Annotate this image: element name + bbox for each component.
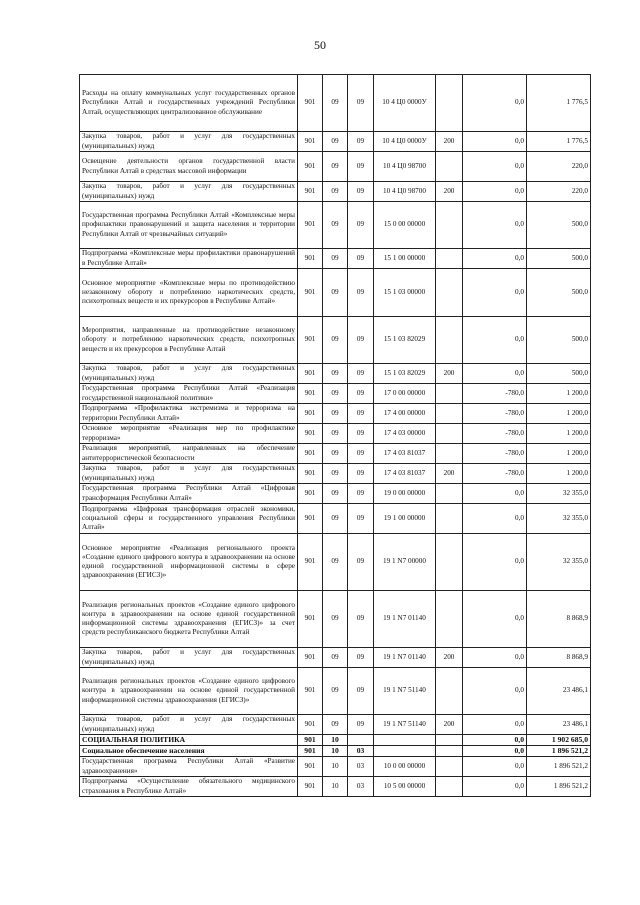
row-target-article: 19 1 N7 00000 xyxy=(374,534,436,591)
row-subsection: 09 xyxy=(348,364,374,384)
row-target-article: 19 1 N7 51140 xyxy=(374,668,436,715)
row-name: Государственная программа Республики Алтай «Комплексные меры профилактики правонарушений и защита населения и территории Республики Алтай от чрезвычайных ситуаций» xyxy=(80,202,298,249)
row-section: 09 xyxy=(323,648,348,668)
row-section: 09 xyxy=(323,668,348,715)
row-section: 09 xyxy=(323,444,348,464)
row-target-article xyxy=(374,746,436,757)
row-expense-type xyxy=(436,152,463,182)
row-grbs: 901 xyxy=(298,715,323,735)
row-section: 09 xyxy=(323,484,348,504)
row-change: -780,0 xyxy=(463,404,527,424)
row-total: 1 776,5 xyxy=(527,132,591,152)
row-name: Подпрограмма «Осуществление обязательного медицинского страхования в Республике Алтай» xyxy=(80,777,298,797)
row-expense-type xyxy=(436,484,463,504)
row-total: 1 776,5 xyxy=(527,75,591,132)
row-expense-type: 200 xyxy=(436,648,463,668)
row-target-article: 17 4 00 00000 xyxy=(374,404,436,424)
row-target-article: 15 1 00 00000 xyxy=(374,249,436,269)
row-name: Закупка товаров, работ и услуг для государственных (муниципальных) нужд xyxy=(80,648,298,668)
row-subsection: 09 xyxy=(348,202,374,249)
row-expense-type xyxy=(436,757,463,777)
row-change: 0,0 xyxy=(463,75,527,132)
row-grbs: 901 xyxy=(298,464,323,484)
row-expense-type: 200 xyxy=(436,132,463,152)
row-grbs: 901 xyxy=(298,504,323,534)
row-total: 1 200,0 xyxy=(527,384,591,404)
row-name: Закупка товаров, работ и услуг для государственных (муниципальных) нужд xyxy=(80,464,298,484)
row-expense-type: 200 xyxy=(436,364,463,384)
row-section: 09 xyxy=(323,424,348,444)
row-grbs: 901 xyxy=(298,202,323,249)
row-name: Государственная программа Республики Алтай «Развитие здравоохранения» xyxy=(80,757,298,777)
row-change: 0,0 xyxy=(463,364,527,384)
row-target-article: 19 0 00 00000 xyxy=(374,484,436,504)
row-target-article: 17 4 03 81037 xyxy=(374,444,436,464)
row-subsection: 03 xyxy=(348,777,374,797)
row-change: 0,0 xyxy=(463,152,527,182)
table-row xyxy=(80,202,591,249)
row-section: 10 xyxy=(323,746,348,757)
row-name: Основное мероприятие «Реализация мер по профилактике терроризма» xyxy=(80,424,298,444)
table-body xyxy=(80,75,591,797)
row-total: 1 200,0 xyxy=(527,424,591,444)
row-subsection: 09 xyxy=(348,269,374,317)
row-grbs: 901 xyxy=(298,746,323,757)
row-subsection: 09 xyxy=(348,404,374,424)
row-total: 8 868,9 xyxy=(527,648,591,668)
table-row xyxy=(80,735,591,746)
row-change: 0,0 xyxy=(463,534,527,591)
table-row xyxy=(80,648,591,668)
row-expense-type: 200 xyxy=(436,182,463,202)
row-grbs: 901 xyxy=(298,249,323,269)
table-row xyxy=(80,317,591,364)
row-total: 220,0 xyxy=(527,182,591,202)
row-target-article: 19 1 00 00000 xyxy=(374,504,436,534)
table-row xyxy=(80,534,591,591)
row-total: 1 896 521,2 xyxy=(527,777,591,797)
table-row xyxy=(80,404,591,424)
row-expense-type xyxy=(436,735,463,746)
row-name: Подпрограмма «Цифровая трансформация отраслей экономики, социальной сферы и государственного управления Республики Алтай» xyxy=(80,504,298,534)
row-expense-type xyxy=(436,202,463,249)
row-total: 500,0 xyxy=(527,249,591,269)
row-grbs: 901 xyxy=(298,648,323,668)
row-section: 09 xyxy=(323,404,348,424)
table-row xyxy=(80,364,591,384)
row-total: 500,0 xyxy=(527,269,591,317)
row-total: 1 902 685,0 xyxy=(527,735,591,746)
row-grbs: 901 xyxy=(298,269,323,317)
row-change: 0,0 xyxy=(463,735,527,746)
row-subsection: 09 xyxy=(348,534,374,591)
row-grbs: 901 xyxy=(298,132,323,152)
row-change: -780,0 xyxy=(463,444,527,464)
table-row xyxy=(80,464,591,484)
row-expense-type xyxy=(436,746,463,757)
row-subsection: 03 xyxy=(348,757,374,777)
row-subsection: 09 xyxy=(348,648,374,668)
row-target-article: 10 4 Ц0 0000У xyxy=(374,75,436,132)
row-expense-type xyxy=(436,444,463,464)
row-name: Освещение деятельности органов государственной власти Республики Алтай в средствах массовой информации xyxy=(80,152,298,182)
row-grbs: 901 xyxy=(298,591,323,648)
row-name: Закупка товаров, работ и услуг для государственных (муниципальных) нужд xyxy=(80,715,298,735)
table-row xyxy=(80,444,591,464)
page-number: 50 xyxy=(314,38,326,52)
row-section: 10 xyxy=(323,735,348,746)
row-section: 09 xyxy=(323,132,348,152)
row-section: 09 xyxy=(323,317,348,364)
budget-table xyxy=(79,74,591,797)
row-subsection: 09 xyxy=(348,75,374,132)
row-subsection: 09 xyxy=(348,384,374,404)
row-subsection: 09 xyxy=(348,249,374,269)
row-target-article: 10 4 Ц0 0000У xyxy=(374,132,436,152)
row-name: Реализация мероприятий, направленных на обеспечение антитеррористической безопасности xyxy=(80,444,298,464)
row-grbs: 901 xyxy=(298,444,323,464)
row-change: 0,0 xyxy=(463,132,527,152)
row-name: Государственная программа Республики Алтай «Цифровая трансформация Республики Алтай» xyxy=(80,484,298,504)
row-expense-type xyxy=(436,249,463,269)
row-expense-type xyxy=(436,75,463,132)
row-name: Закупка товаров, работ и услуг для государственных (муниципальных) нужд xyxy=(80,364,298,384)
row-total: 23 486,1 xyxy=(527,668,591,715)
row-subsection: 09 xyxy=(348,484,374,504)
row-name: Расходы на оплату коммунальных услуг государственных органов Республики Алтай и государственных учреждений Республики Алтай, осуществляющих централизованное обслуживание xyxy=(80,75,298,132)
table-row xyxy=(80,269,591,317)
row-grbs: 901 xyxy=(298,152,323,182)
row-name: Социальное обеспечение населения xyxy=(80,746,298,757)
row-subsection: 09 xyxy=(348,182,374,202)
row-grbs: 901 xyxy=(298,668,323,715)
row-section: 09 xyxy=(323,182,348,202)
table-row xyxy=(80,384,591,404)
row-target-article: 10 0 00 00000 xyxy=(374,757,436,777)
table-row xyxy=(80,182,591,202)
row-change: 0,0 xyxy=(463,504,527,534)
row-target-article: 17 0 00 00000 xyxy=(374,384,436,404)
row-total: 1 200,0 xyxy=(527,404,591,424)
row-change: 0,0 xyxy=(463,668,527,715)
row-grbs: 901 xyxy=(298,735,323,746)
table-row xyxy=(80,757,591,777)
row-target-article: 15 0 00 00000 xyxy=(374,202,436,249)
row-target-article: 19 1 N7 51140 xyxy=(374,715,436,735)
row-expense-type: 200 xyxy=(436,715,463,735)
row-section: 09 xyxy=(323,364,348,384)
row-expense-type xyxy=(436,404,463,424)
row-section: 10 xyxy=(323,777,348,797)
row-change: -780,0 xyxy=(463,424,527,444)
row-section: 09 xyxy=(323,75,348,132)
row-expense-type xyxy=(436,777,463,797)
table-row xyxy=(80,591,591,648)
row-subsection: 09 xyxy=(348,504,374,534)
row-total: 220,0 xyxy=(527,152,591,182)
row-target-article: 19 1 N7 01140 xyxy=(374,648,436,668)
row-target-article: 10 4 Ц0 98700 xyxy=(374,182,436,202)
row-subsection xyxy=(348,735,374,746)
row-name: Реализация региональных проектов «Создание единого цифрового контура в здравоохранении на основе единой государственной информационной системы здравоохранения (ЕГИСЗ)» xyxy=(80,668,298,715)
row-subsection: 09 xyxy=(348,715,374,735)
row-section: 09 xyxy=(323,534,348,591)
row-expense-type xyxy=(436,534,463,591)
row-change: 0,0 xyxy=(463,269,527,317)
table-row xyxy=(80,504,591,534)
row-total: 500,0 xyxy=(527,202,591,249)
row-change: 0,0 xyxy=(463,777,527,797)
row-total: 23 486,1 xyxy=(527,715,591,735)
row-section: 09 xyxy=(323,591,348,648)
row-grbs: 901 xyxy=(298,317,323,364)
row-subsection: 09 xyxy=(348,591,374,648)
row-subsection: 09 xyxy=(348,152,374,182)
row-section: 09 xyxy=(323,202,348,249)
row-total: 1 896 521,2 xyxy=(527,746,591,757)
table-row xyxy=(80,424,591,444)
row-total: 500,0 xyxy=(527,364,591,384)
row-target-article: 10 4 Ц0 98700 xyxy=(374,152,436,182)
row-target-article: 15 1 03 82029 xyxy=(374,364,436,384)
row-section: 10 xyxy=(323,757,348,777)
table-row xyxy=(80,668,591,715)
table-row xyxy=(80,152,591,182)
row-grbs: 901 xyxy=(298,364,323,384)
row-target-article: 17 4 03 81037 xyxy=(374,464,436,484)
row-grbs: 901 xyxy=(298,777,323,797)
row-grbs: 901 xyxy=(298,534,323,591)
row-target-article: 17 4 03 00000 xyxy=(374,424,436,444)
row-grbs: 901 xyxy=(298,484,323,504)
row-subsection: 09 xyxy=(348,464,374,484)
row-name: Закупка товаров, работ и услуг для государственных (муниципальных) нужд xyxy=(80,182,298,202)
row-total: 1 896 521,2 xyxy=(527,757,591,777)
table-row xyxy=(80,132,591,152)
row-change: 0,0 xyxy=(463,249,527,269)
row-section: 09 xyxy=(323,464,348,484)
table-row xyxy=(80,715,591,735)
row-name: СОЦИАЛЬНАЯ ПОЛИТИКА xyxy=(80,735,298,746)
row-grbs: 901 xyxy=(298,75,323,132)
row-grbs: 901 xyxy=(298,424,323,444)
row-expense-type xyxy=(436,317,463,364)
table-row xyxy=(80,777,591,797)
row-subsection: 09 xyxy=(348,317,374,364)
row-total: 8 868,9 xyxy=(527,591,591,648)
row-subsection: 09 xyxy=(348,132,374,152)
row-expense-type: 200 xyxy=(436,464,463,484)
row-change: 0,0 xyxy=(463,317,527,364)
row-change: 0,0 xyxy=(463,648,527,668)
table-row xyxy=(80,746,591,757)
row-subsection: 09 xyxy=(348,424,374,444)
row-target-article: 10 5 00 00000 xyxy=(374,777,436,797)
row-target-article: 19 1 N7 01140 xyxy=(374,591,436,648)
row-expense-type xyxy=(436,424,463,444)
row-change: 0,0 xyxy=(463,484,527,504)
row-subsection: 09 xyxy=(348,444,374,464)
row-expense-type xyxy=(436,269,463,317)
table-row xyxy=(80,75,591,132)
row-change: 0,0 xyxy=(463,746,527,757)
row-change: 0,0 xyxy=(463,715,527,735)
row-grbs: 901 xyxy=(298,384,323,404)
row-total: 1 200,0 xyxy=(527,444,591,464)
row-change: 0,0 xyxy=(463,757,527,777)
row-section: 09 xyxy=(323,269,348,317)
row-grbs: 901 xyxy=(298,182,323,202)
row-total: 32 355,0 xyxy=(527,484,591,504)
row-total: 500,0 xyxy=(527,317,591,364)
row-section: 09 xyxy=(323,152,348,182)
row-name: Закупка товаров, работ и услуг для государственных (муниципальных) нужд xyxy=(80,132,298,152)
row-target-article: 15 1 03 00000 xyxy=(374,269,436,317)
row-change: -780,0 xyxy=(463,464,527,484)
row-target-article: 15 1 03 82029 xyxy=(374,317,436,364)
row-target-article xyxy=(374,735,436,746)
row-subsection: 03 xyxy=(348,746,374,757)
row-name: Подпрограмма «Профилактика экстремизма и терроризма на территории Республики Алтай» xyxy=(80,404,298,424)
row-total: 1 200,0 xyxy=(527,464,591,484)
row-section: 09 xyxy=(323,504,348,534)
table-row xyxy=(80,249,591,269)
row-expense-type xyxy=(436,591,463,648)
row-subsection: 09 xyxy=(348,668,374,715)
row-grbs: 901 xyxy=(298,757,323,777)
row-change: 0,0 xyxy=(463,182,527,202)
row-expense-type xyxy=(436,668,463,715)
row-grbs: 901 xyxy=(298,404,323,424)
row-total: 32 355,0 xyxy=(527,534,591,591)
row-change: 0,0 xyxy=(463,591,527,648)
row-expense-type xyxy=(436,504,463,534)
row-section: 09 xyxy=(323,249,348,269)
row-change: 0,0 xyxy=(463,202,527,249)
row-name: Основное мероприятие «Комплексные меры по противодействию незаконному обороту и потреблению наркотических средств, психотропных веществ и их прекурсоров в Республике Алтай» xyxy=(80,269,298,317)
row-section: 09 xyxy=(323,715,348,735)
row-section: 09 xyxy=(323,384,348,404)
row-name: Подпрограмма «Комплексные меры профилактики правонарушений в Республике Алтай» xyxy=(80,249,298,269)
row-total: 32 355,0 xyxy=(527,504,591,534)
row-expense-type xyxy=(436,384,463,404)
row-change: -780,0 xyxy=(463,384,527,404)
row-name: Мероприятия, направленные на противодействие незаконному обороту и потреблению наркотических средств, психотропных веществ и их прекурсоров в Республике Алтай xyxy=(80,317,298,364)
row-name: Государственная программа Республики Алтай «Реализация государственной национальной политики» xyxy=(80,384,298,404)
table-row xyxy=(80,484,591,504)
row-name: Основное мероприятие «Реализация регионального проекта «Создание единого цифрового контура в здравоохранении на основе единой государственной информационной системы в сфере здравоохранения (ЕГИСЗ)» xyxy=(80,534,298,591)
row-name: Реализация региональных проектов «Создание единого цифрового контура в здравоохранении на основе единой государственной информационной системы здравоохранения (ЕГИСЗ)» за счет средств республиканского бюджета Республики Алтай xyxy=(80,591,298,648)
